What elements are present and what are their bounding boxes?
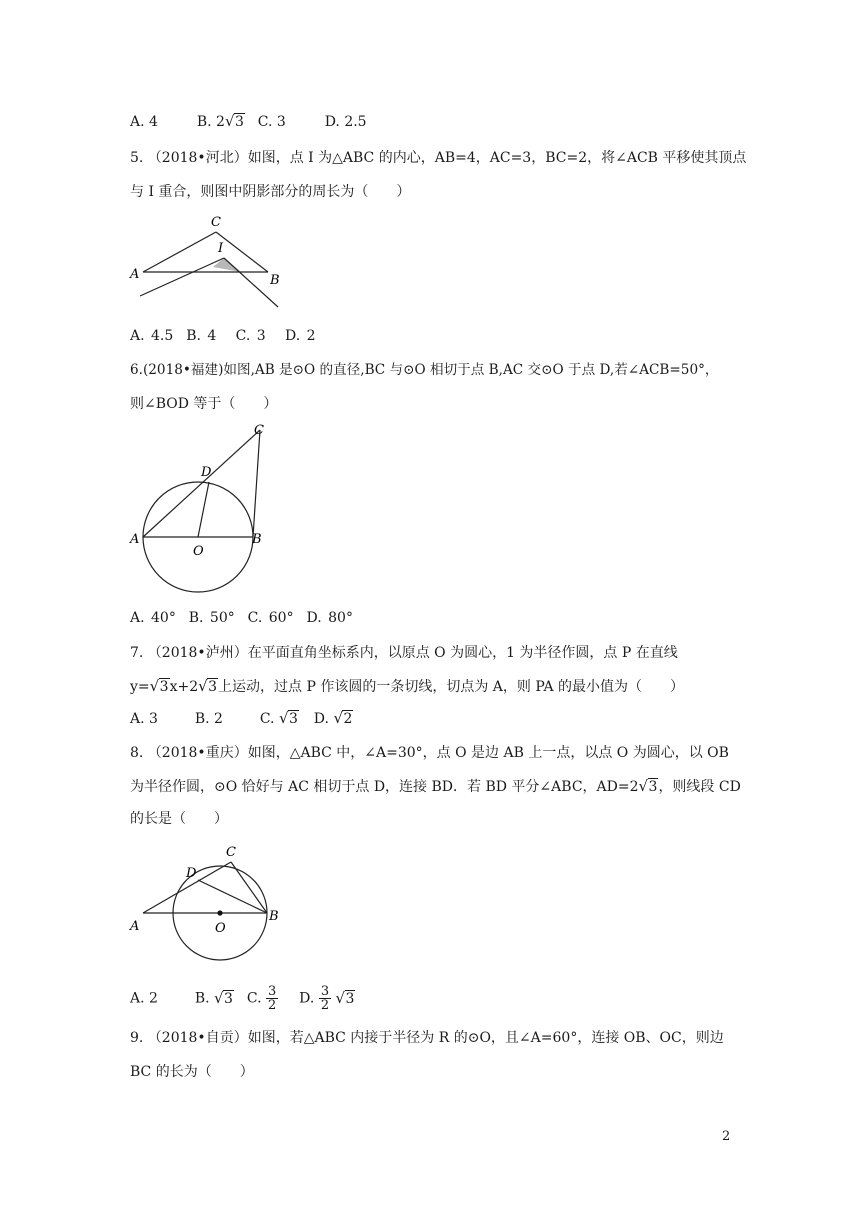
label-c: C: [254, 423, 264, 438]
q6-option-b: B. 50°: [188, 610, 235, 626]
translated-ray-1: [140, 258, 224, 296]
q4-option-b-radicand: 3: [234, 114, 244, 130]
label-a: A: [130, 919, 140, 934]
fraction-denominator: 2: [320, 998, 330, 1013]
q7-option-d-radicand: 2: [343, 711, 353, 727]
tangent-bc: [253, 430, 260, 537]
q8-stem-line2: [130, 777, 741, 797]
q8-option-d-fraction: [319, 985, 331, 1012]
q7-option-c-radicand: 3: [288, 711, 298, 727]
q8-option-b-radicand: 3: [224, 990, 233, 1007]
label-c: C: [211, 215, 221, 230]
q7-option-d: D.: [313, 711, 329, 727]
fraction-denominator: 2: [267, 998, 277, 1013]
q5-option-a: A. 4.5: [130, 328, 174, 344]
q8-stem-line1: 8. （2018•重庆）如图，△ABC 中，∠A=30°，点 O 是边 AB 上一点，以点 O 为圆心，以 OB: [130, 745, 729, 761]
label-o: O: [193, 544, 204, 559]
label-c: C: [226, 845, 236, 860]
q8-stem-line3: 的长是（ ）: [130, 811, 228, 827]
q4-option-b: B. 2: [196, 114, 225, 130]
q4-options: [130, 112, 367, 132]
q9-stem-line2: BC 的长为（ ）: [130, 1064, 254, 1080]
sqrt-symbol: √ 3: [638, 777, 658, 795]
q8-option-c: C.: [246, 990, 262, 1007]
sqrt-symbol: √ 3: [198, 677, 218, 695]
label-d: D: [186, 866, 197, 881]
fraction-numerator: 3: [267, 984, 277, 999]
fraction-numerator: 3: [320, 984, 330, 999]
q5-option-c: C. 3: [235, 328, 266, 344]
q5-figure: [128, 212, 288, 312]
q8-figure: [128, 840, 288, 970]
q5-stem-line2: 与 I 重合，则图中阴影部分的周长为（ ）: [130, 184, 411, 200]
q8-option-d: D.: [299, 990, 315, 1007]
q8-option-b: B.: [194, 990, 210, 1007]
q8-option-d-radicand: 3: [345, 990, 355, 1007]
sqrt-symbol: √ 3: [224, 112, 244, 130]
q6-option-c: C. 60°: [247, 610, 294, 626]
label-b: B: [269, 909, 279, 924]
q8-stem-line2-part1: 为半径作圆，⊙O 恰好与 AC 相切于点 D，连接 BD．若 BD 平分∠ABC，AD=2: [130, 779, 639, 795]
label-o: O: [215, 921, 226, 936]
sqrt-symbol: √ 3: [335, 988, 355, 1007]
q6-stem-line2: 则∠BOD 等于（ ）: [130, 396, 278, 412]
q7-eq-radicand2: 3: [208, 679, 218, 695]
q8-option-a: A. 2: [130, 990, 158, 1007]
label-b: B: [270, 273, 280, 288]
label-i: I: [218, 241, 224, 256]
q6-option-a: A. 40°: [130, 610, 176, 626]
q7-options: [130, 709, 353, 729]
q6-figure: [128, 418, 278, 598]
label-b: B: [252, 532, 262, 547]
sqrt-symbol: √ 3: [214, 988, 233, 1007]
center-point: [217, 910, 222, 915]
q7-option-a: A. 3: [130, 711, 158, 727]
q5-options: [130, 326, 316, 346]
q7-option-c: C.: [259, 711, 275, 727]
sqrt-symbol: √ 2: [333, 709, 353, 727]
q7-option-b: B. 2: [194, 711, 223, 727]
q6-option-d: D. 80°: [306, 610, 353, 626]
q7-eq-part1: y=: [130, 679, 150, 695]
q7-stem-line1: 7. （2018•泸州）在平面直角坐标系内，以原点 O 为圆心，1 为半径作圆，点 P 在直线: [130, 645, 678, 661]
label-a: A: [130, 532, 140, 547]
label-a: A: [130, 267, 140, 282]
q7-eq-part2: x+2: [169, 679, 199, 695]
segment-od: [198, 482, 209, 537]
sqrt-symbol: √ 3: [278, 709, 298, 727]
q7-eq-radicand1: 3: [159, 679, 169, 695]
q5-option-d: D. 2: [285, 328, 316, 344]
q4-option-c: C. 3: [257, 114, 286, 130]
q8-stem-line2-part2: ，则线段 CD: [658, 779, 741, 795]
q6-stem-line1: 6.(2018•福建)如图,AB 是⊙O 的直径,BC 与⊙O 相切于点 B,AC 交⊙O 于点 D,若∠ACB=50°，: [130, 362, 719, 378]
q8-options: [130, 985, 355, 1012]
q4-option-d: D. 2.5: [324, 114, 367, 130]
q4-option-a: A. 4: [130, 114, 158, 130]
q9-stem-line1: 9. （2018•自贡）如图，若△ABC 内接于半径为 R 的⊙O，且∠A=60°，连接 OB、OC，则边: [130, 1030, 724, 1046]
q8-option-c-fraction: [266, 985, 278, 1012]
q8-radicand: 3: [648, 779, 658, 795]
q5-stem-line1: 5. （2018•河北）如图，点 I 为△ABC 的内心，AB=4，AC=3，BC=2，将∠ACB 平移使其顶点: [130, 150, 747, 166]
q6-options: [130, 608, 353, 628]
label-d: D: [201, 465, 212, 480]
q5-option-b: B. 4: [186, 328, 217, 344]
q7-eq-rest: 上运动，过点 P 作该圆的一条切线，切点为 A，则 PA 的最小值为（ ）: [218, 679, 685, 695]
segment-bc: [231, 862, 267, 913]
page-number: 2: [722, 1129, 731, 1144]
segment-bd: [198, 880, 267, 913]
q7-stem-line2: [130, 677, 684, 697]
sqrt-symbol: √ 3: [149, 677, 169, 695]
